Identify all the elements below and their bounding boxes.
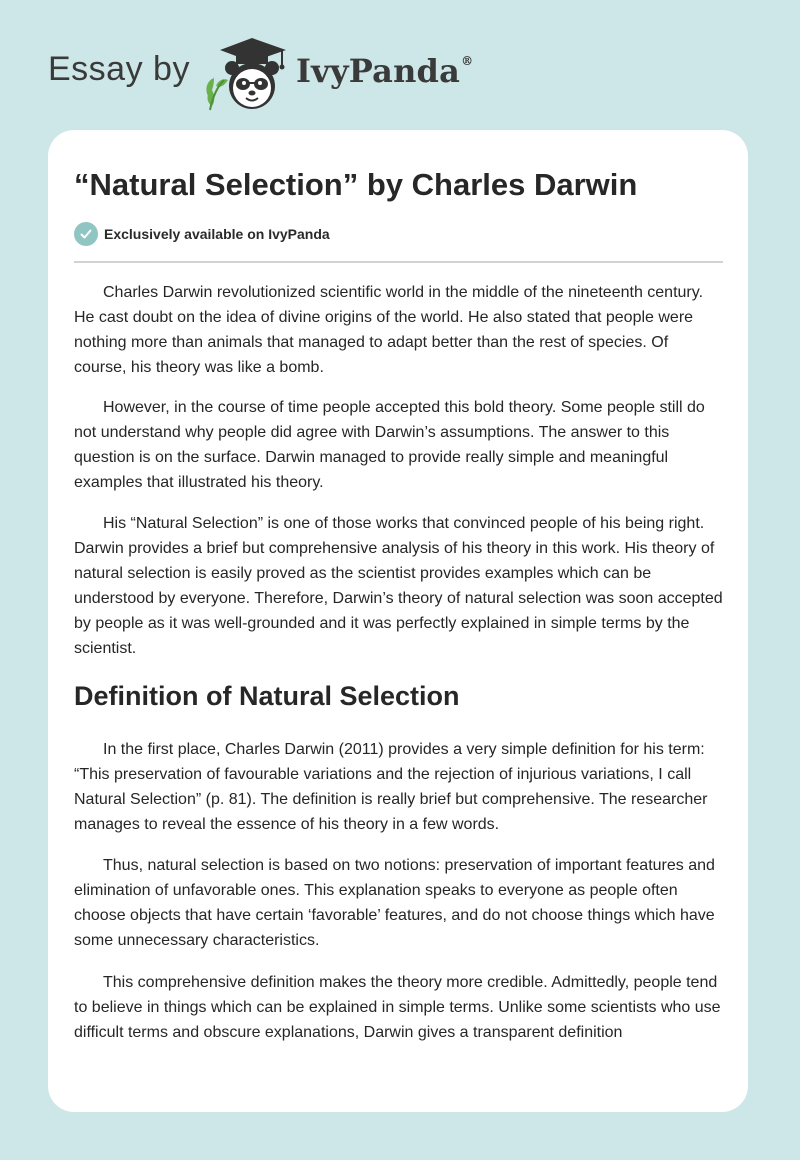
paragraph: His “Natural Selection” is one of those works that convinced people of his being right. Darwin provides a brief but comprehensive analysis of his theory in this work. His theory of natural selection is easily proved as the scientist provides examples which can be understood by everyone. Therefore, Darwin’s theory of natural selection was soon accepted by people as it was well-grounded and it was perfectly explained in simple terms by the scientist. (74, 515, 723, 657)
registered-mark: ® (461, 54, 474, 68)
paragraph: Thus, natural selection is based on two notions: preservation of important features and elimination of unfavorable ones. This explanation speaks to everyone as people often choose objects that have certain ‘favorable’ features, and do not choose things which have some unnecessary characteristics. (74, 857, 715, 949)
section-heading: Definition of Natural Selection (74, 681, 460, 711)
paragraph: This comprehensive definition makes the theory more credible. Admittedly, people tend to believe in things which can be explained in simple terms. Unlike some scientists who use difficult terms and obscure explanations, Darwin gives a transparent definition (74, 974, 721, 1041)
essay-by-label: Essay by (48, 50, 190, 88)
exclusive-badge (74, 222, 330, 246)
ivypanda-logo-icon[interactable] (200, 36, 290, 112)
check-icon (74, 222, 98, 246)
essay-card (48, 130, 748, 1112)
brand-text: IvyPanda (296, 52, 461, 90)
paragraph: However, in the course of time people accepted this bold theory. Some people still do not understand why people did agree with Darwin’s assumptions. The answer to this question is on the surface. Darwin managed to provide really simple and meaningful examples that illustrated his theory. (74, 399, 705, 491)
badge-text: Exclusively available on IvyPanda (104, 226, 330, 242)
brand-name[interactable] (296, 52, 473, 90)
title-divider (74, 261, 723, 263)
paragraph: In the first place, Charles Darwin (2011) provides a very simple definition for his term: “This preservation of favourable variations and the rejection of injurious variations, I call Natural Selection” (p. 81). The definition is really brief but comprehensive. The researcher manages to reveal the essence of his theory in a few words. (74, 741, 708, 833)
site-header (0, 0, 800, 130)
essay-title: “Natural Selection” by Charles Darwin (74, 167, 638, 202)
paragraph: Charles Darwin revolutionized scientific world in the middle of the nineteenth century. He cast doubt on the idea of divine origins of the world. He also stated that people were nothing more than animals that managed to adapt better than the rest of species. Of course, his theory was like a bomb. (74, 284, 704, 376)
